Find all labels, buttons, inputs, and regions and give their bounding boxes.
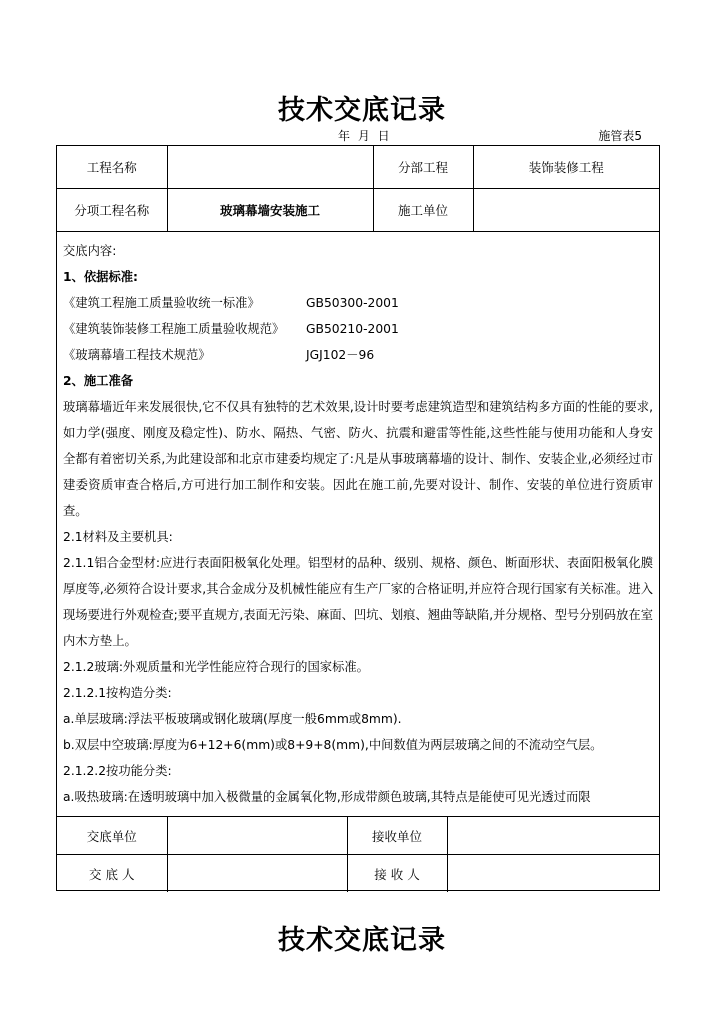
content-intro: 交底内容:	[63, 244, 117, 258]
date-line: 年 月 日	[338, 129, 392, 143]
item-b-double-glass: b.双层中空玻璃:厚度为6+12+6(mm)或8+9+8(mm),中间数值为两层玻璃之间的不流动空气层。	[63, 738, 603, 752]
handover-content	[57, 232, 659, 816]
handover-unit-value[interactable]	[167, 817, 347, 855]
standard-code: GB50210-2001	[306, 322, 399, 336]
header-table	[57, 146, 659, 232]
receive-person-label: 接 收 人	[347, 855, 447, 893]
handover-person-label: 交 底 人	[57, 855, 167, 893]
section-2-1-2-2: 2.1.2.2按功能分类:	[63, 764, 172, 778]
division-value[interactable]: 装饰装修工程	[473, 146, 659, 189]
division-label: 分部工程	[373, 146, 473, 189]
unit-label: 施工单位	[373, 189, 473, 232]
standard-code: GB50300-2001	[306, 296, 399, 310]
subitem-label: 分项工程名称	[57, 189, 167, 232]
standard-name: 《建筑装饰装修工程施工质量验收规范》	[63, 322, 285, 336]
standard-item	[63, 342, 653, 368]
page-title-next: 技术交底记录	[278, 925, 446, 956]
form-number: 施管表5	[598, 129, 642, 143]
subitem-value[interactable]: 玻璃幕墙安装施工	[167, 189, 373, 232]
project-name-value[interactable]	[167, 146, 373, 189]
standard-name: 《建筑工程施工质量验收统一标准》	[63, 296, 260, 310]
standard-item	[63, 316, 653, 342]
item-a-single-glass: a.单层玻璃:浮法平板玻璃或钢化玻璃(厚度一般6mm或8mm).	[63, 712, 402, 726]
receive-unit-value[interactable]	[447, 817, 659, 855]
section-2-1-1: 2.1.1铝合金型材:应进行表面阳极氧化处理。铝型材的品种、级别、规格、颜色、断面形状、表面阳极氧化膜厚度等,必须符合设计要求,其合金成分及机械性能应有生产厂家的合格证明,并应符合现行国家有关标准。进入现场要进行外观检查;要平直规方,表面无污染、麻面、凹坑、划痕、翘曲等缺陷,并分规格、型号分别码放在室内木方垫上。	[63, 556, 653, 648]
standard-item	[63, 290, 653, 316]
item-a-heat-absorbing: a.吸热玻璃:在透明玻璃中加入极微量的金属氧化物,形成带颜色玻璃,其特点是能使可见光透过而限	[63, 790, 591, 804]
section-1-heading: 1、依据标准:	[63, 270, 138, 284]
standard-name: 《玻璃幕墙工程技术规范》	[63, 348, 211, 362]
section-2-heading: 2、施工准备	[63, 374, 134, 388]
section-2-1-2-1: 2.1.2.1按构造分类:	[63, 686, 172, 700]
receive-person-value[interactable]	[447, 855, 659, 893]
handover-person-value[interactable]	[167, 855, 347, 893]
unit-value[interactable]	[473, 189, 659, 232]
footer-table	[57, 816, 659, 892]
page-title: 技术交底记录	[278, 95, 446, 126]
receive-unit-label: 接收单位	[347, 817, 447, 855]
record-form	[56, 145, 660, 891]
paragraph-intro: 玻璃幕墙近年来发展很快,它不仅具有独特的艺术效果,设计时要考虑建筑造型和建筑结构多方面的性能的要求,如力学(强度、刚度及稳定性)、防水、隔热、气密、防火、抗震和避雷等性能,这些性能与使用功能和人身安全都有着密切关系,为此建设部和北京市建委均规定了:凡是从事玻璃幕墙的设计、制作、安装企业,必须经过市建委资质审查合格后,方可进行加工制作和安装。因此在施工前,先要对设计、制作、安装的单位进行资质审查。	[63, 400, 653, 518]
handover-unit-label: 交底单位	[57, 817, 167, 855]
standard-code: JGJ102－96	[306, 348, 375, 362]
project-name-label: 工程名称	[57, 146, 167, 189]
section-2-1-2: 2.1.2玻璃:外观质量和光学性能应符合现行的国家标准。	[63, 660, 369, 674]
section-2-1: 2.1材料及主要机具:	[63, 530, 173, 544]
